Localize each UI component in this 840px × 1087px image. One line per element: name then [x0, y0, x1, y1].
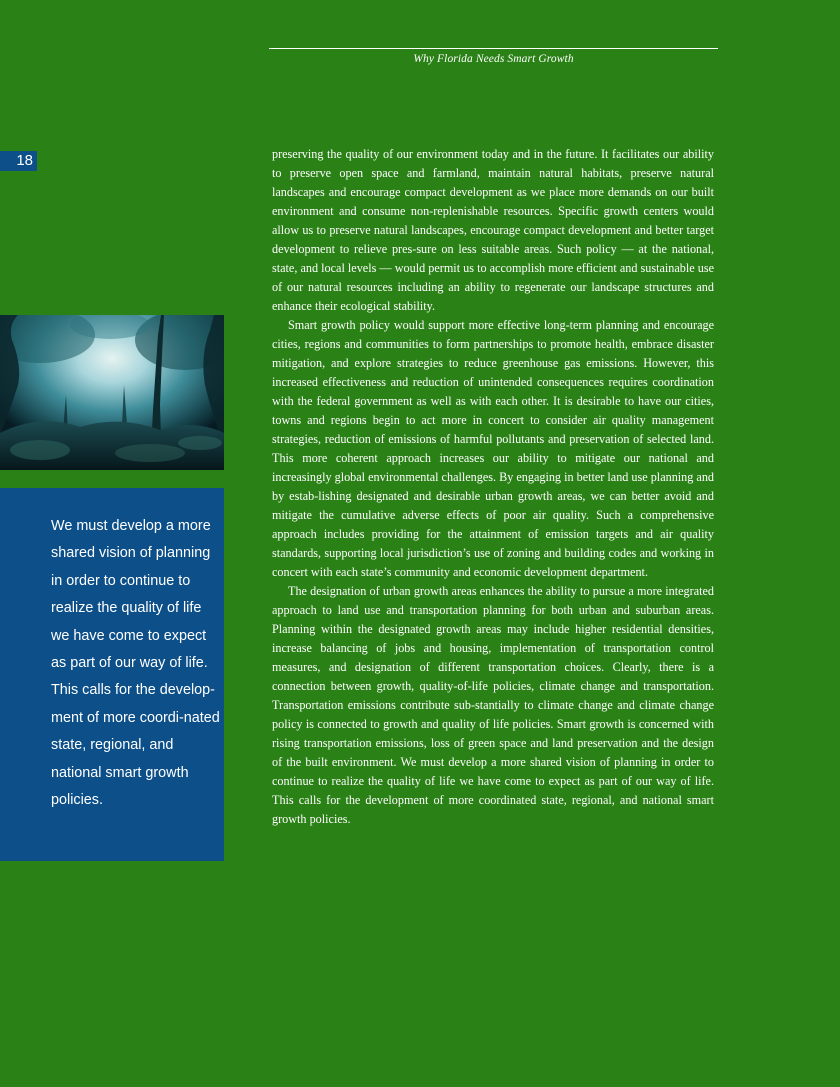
- body-paragraph-1: preserving the quality of our environment today and in the future. It facilitates our ability to preserve open space and farmland, maintain natural habitats, preserve natural landscapes and encourage compact development as we place more demands on our built environment and consume non-replenishable resources. Specific growth centers would allow us to preserve natural landscapes, encourage compact development and better target development to relieve pres-sure on less suitable areas. Such policy — at the national, state, and local levels — would permit us to accomplish more efficient and sustainable use of our natural resources including an ability to regenerate our landscape structures and enhance their ecological stability.: [272, 147, 714, 313]
- forest-canopy-photo: [0, 315, 224, 470]
- body-paragraph-2: Smart growth policy would support more effective long-term planning and encourage cities, regions and communities to form partnerships to promote health, embrace disaster mitigation, and explore strategies to reduce greenhouse gas emissions. However, this increased effectiveness and reduction of unintended consequences requires coordination with the federal government as well as with each other. It is desirable to have our cities, towns and regions begin to act more in concert to consider air quality management strategies, reduction of emissions of harmful pollutants and preservation of selected land. This more coherent approach increases our ability to mitigate our national and increasingly global environmental challenges. By engaging in better land use planning and by estab-lishing designated and desirable urban growth areas, we can better avoid and mitigate the cumulative adverse effects of poor air quality. Such a comprehensive approach includes providing for the attainment of emission targets and air quality standards, supporting local jurisdiction’s use of zoning and building codes and working in concert with each state’s community and economic development department.: [272, 318, 715, 579]
- body-paragraph-3: The designation of urban growth areas enhances the ability to pursue a more integrated approach to land use and transportation planning for both urban and suburban areas. Planning within the designated growth areas may include higher residential densities, increase balancing of jobs and housing, implementation of transportation control measures, and designation of different transportation choices. Clearly, there is a connection between growth, quality-of-life policies, climate change and transportation. Transportation emissions contribute sub-stantially to climate change and climate change policy is connected to growth and quality of life policies. Smart growth is concerned with rising transportation emissions, loss of green space and land preservation and the design of the built environment. We must develop a more shared vision of planning in order to continue to realize the quality of life we have come to expect as part of our way of life. This calls for the development of more coordinated state, regional, and national smart growth policies.: [272, 584, 714, 826]
- body-text: [272, 145, 714, 829]
- pullquote-text: We must develop a more shared vision of planning in order to continue to realize the quality of life we have come to expect as part of our way of life. This calls for the develop-ment of more coordi-nated state, regional, and national smart growth policies.: [51, 518, 220, 809]
- header-rule: [269, 48, 718, 49]
- running-head: Why Florida Needs Smart Growth: [413, 53, 574, 65]
- page-number: 18: [0, 151, 37, 171]
